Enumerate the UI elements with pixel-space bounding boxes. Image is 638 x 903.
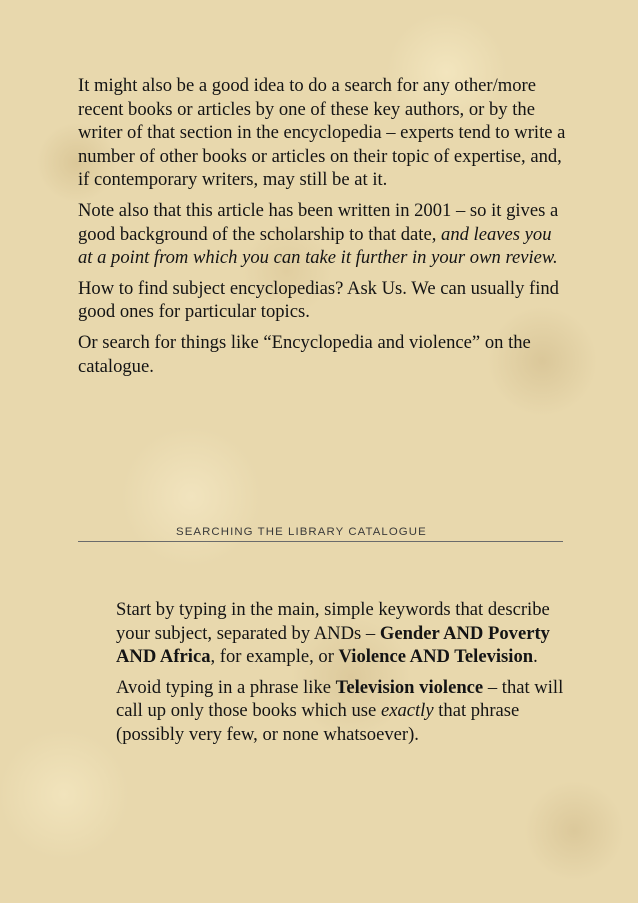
section-heading: SEARCHING THE LIBRARY CATALOGUE: [176, 526, 427, 538]
keywords-example-2: Violence AND Television: [338, 646, 534, 668]
phrase-warning-text: Avoid typing in a phrase like: [116, 676, 336, 698]
intro-text-block: [78, 74, 568, 385]
keywords-tip-end: .: [533, 646, 538, 668]
keywords-example-1: Gender AND Poverty AND Africa: [116, 622, 550, 668]
phrase-warning-middle: – that will call up only those books which use: [116, 676, 564, 722]
keywords-tip-join: , for example, or: [210, 646, 339, 668]
paragraph-search-key-authors: It might also be a good idea to do a search for any other/more recent books or articles by one of these key authors, or by the writer of that section in the encyclopedia – experts tend to write a number of other books or articles on their topic of expertise, and, if contemporary writers, may still be at it.: [78, 75, 566, 191]
phrase-warning-end: that phrase (possibly very few, or none whatsoever).: [116, 700, 520, 745]
paragraph-phrase-warning: [116, 676, 571, 747]
paragraph-search-example: Or search for things like “Encyclopedia and violence” on the catalogue.: [78, 331, 531, 377]
catalogue-text-block: [116, 598, 571, 754]
paragraph-keywords-tip: [116, 598, 571, 669]
article-date-emphasis: and leaves you at a point from which you can take it further in your own review.: [78, 223, 558, 269]
paragraph-find-encyclopedias: How to find subject encyclopedias? Ask Us. We can usually find good ones for particular topics.: [78, 277, 559, 323]
section-header: [78, 526, 563, 542]
article-date-text: Note also that this article has been written in 2001 – so it gives a good background of the scholarship to that date,: [78, 199, 559, 245]
phrase-example: Television violence: [335, 676, 484, 698]
paragraph-article-date: [78, 199, 568, 270]
phrase-warning-emphasis: exactly: [380, 700, 434, 722]
section-divider: [78, 541, 563, 542]
keywords-tip-text: Start by typing in the main, simple keywords that describe your subject, separated by ANDs –: [116, 599, 550, 644]
